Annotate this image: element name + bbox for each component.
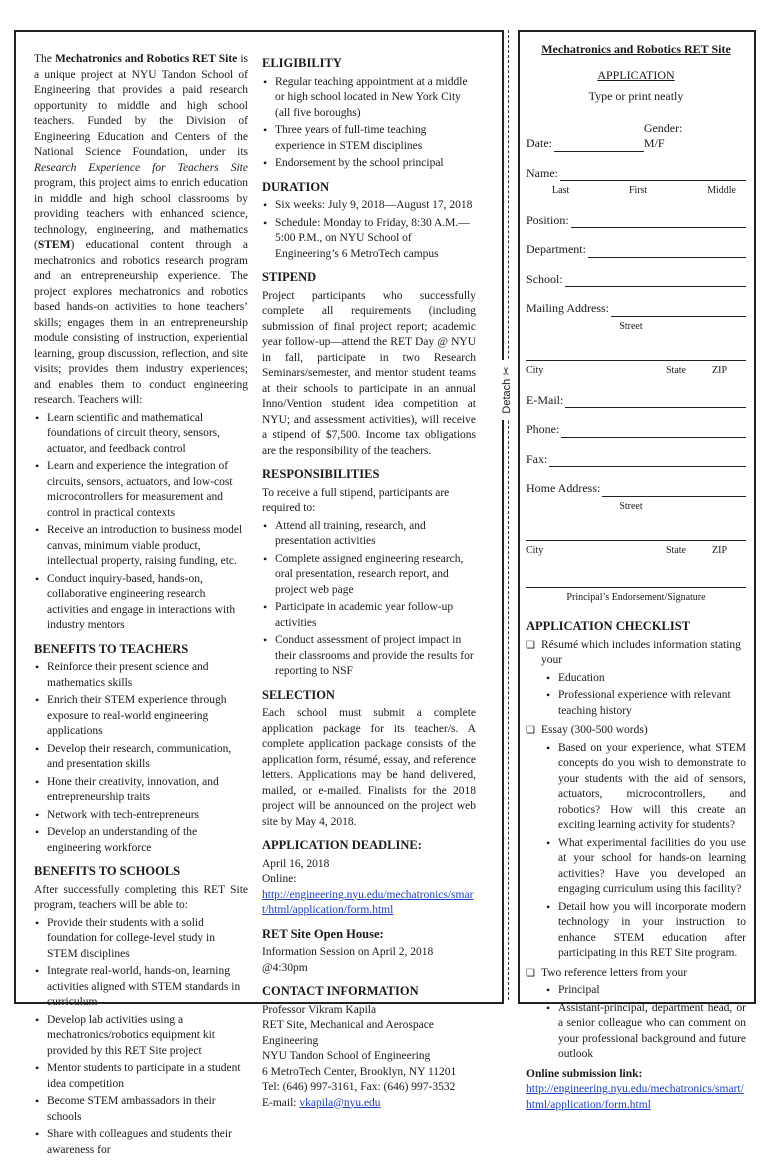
school-row xyxy=(526,272,746,288)
school-label: School: xyxy=(526,271,563,286)
fax-field[interactable] xyxy=(549,454,746,467)
program-name: Mechatronics and Robotics RET Site xyxy=(54,53,238,65)
date-label: Date: xyxy=(526,136,552,150)
gender-label: Gender: M/F xyxy=(643,120,683,150)
open-house-text: Information Session on April 2, 2018 @4:30pm xyxy=(262,946,434,974)
department-label: Department: xyxy=(526,242,586,256)
responsibilities-heading: RESPONSIBILITIES xyxy=(262,467,380,481)
list-item: • Develop an understanding of the engineering workforce xyxy=(44,825,248,856)
home-label: Home Address: xyxy=(526,481,601,495)
name-label: Name: xyxy=(526,165,558,180)
eligibility-list xyxy=(262,75,476,172)
name-row xyxy=(526,166,746,182)
responsibilities-intro: To receive a full stipend, participants are required to: xyxy=(262,486,450,514)
signature-caption: Principal’s Endorsement/Signature xyxy=(566,591,706,603)
stipend-text: Project participants who successfully complete all requirements (including submission of final project report; academic year follow-up—attend the RET Day @ NYU in fall, participate in two Research Seminars/semester, and mentor student teams at their schools to participate in an annual Inno/Vention student idea competition at NYU; and assessment activities), will receive a stipend of $7,500. Income tax obligations are the responsibility of the teachers. xyxy=(262,289,476,457)
letters-sublist xyxy=(541,983,746,1063)
list-item: • Six weeks: July 9, 2018—August 17, 2018 xyxy=(272,198,476,214)
checklist-essay-text: Essay (300-500 words) xyxy=(541,724,648,736)
mailing-csz-captions xyxy=(526,363,746,379)
list-item: • Conduct assessment of project impact in their classrooms and provide the results for reporting to NSF xyxy=(272,633,476,680)
list-item: • Professional experience with relevant teaching history xyxy=(555,688,746,719)
list-item: • Schedule: Monday to Friday, 8:30 A.M.—5:00 P.M., on NYU School of Engineering’s 6 MetroTech campus xyxy=(272,216,476,263)
list-item: • Hone their creativity, innovation, and entrepreneurship traits xyxy=(44,775,248,806)
list-item: • Enrich their STEM experience through exposure to real-world engineering applications xyxy=(44,693,248,740)
stipend-heading: STIPEND xyxy=(262,270,317,284)
mailing-row xyxy=(526,301,746,317)
list-item: • Develop lab activities using a mechatronics/robotics equipment kit provided by this RET Site project xyxy=(44,1013,248,1060)
contact-line: NYU Tandon School of Engineering xyxy=(262,1050,431,1062)
zip-caption: ZIP xyxy=(712,365,727,376)
checklist-letters-text: Two reference letters from your xyxy=(541,966,688,979)
mailing-label: Mailing Address: xyxy=(526,301,609,315)
list-item: • Principal xyxy=(555,983,746,999)
home-row xyxy=(526,481,746,497)
list-item: • Develop their research, communication, and presentation skills xyxy=(44,742,248,773)
department-field[interactable] xyxy=(588,245,746,258)
list-item: • Conduct inquiry-based, hands-on, collaborative engineering research activities and engage in interactions with industry mentors xyxy=(44,572,248,634)
intro-text: ) educational content through a mechatronics and robotics research program and an entrepreneurship experience. The project explores mechatronics and robotics based hands-on activities to hone teachers’ skills; engages them in an entrepreneurship module consisting of instruction, experiential learning, group discussion, reflection, and site visits; provides them industry experiences; and enables them to conduct engineering research. Teachers will: xyxy=(34,239,248,406)
home-csz-captions xyxy=(526,543,746,559)
contact-email-link[interactable]: vkapila@nyu.edu xyxy=(299,1096,381,1109)
position-field[interactable] xyxy=(571,215,746,228)
benefits-schools-intro: After successfully completing this RET Site program, teachers will be able to: xyxy=(34,883,248,911)
signature-field[interactable] xyxy=(526,575,746,588)
caption-last: Last xyxy=(552,185,570,196)
form-instruction: Type or print neatly xyxy=(588,89,684,103)
email-label: E-Mail: xyxy=(526,392,564,407)
name-field[interactable] xyxy=(560,168,746,181)
contact-email-line xyxy=(262,1096,476,1112)
checklist xyxy=(526,638,746,1063)
list-item: • Provide their students with a solid foundation for college-level study in STEM disciplines xyxy=(44,916,248,963)
duration-heading: DURATION xyxy=(262,179,330,194)
checklist-letters xyxy=(538,966,746,1063)
ret-program-name: Research Experience for Teachers Site xyxy=(34,161,248,174)
benefits-schools-heading: BENEFITS TO SCHOOLS xyxy=(34,864,181,878)
contact-line: 6 MetroTech Center, Brooklyn, NY 11201 xyxy=(262,1065,457,1078)
intro-text: is a unique project at NYU Tandon School of Engineering that provides a paid research opportunity to middle and high school teachers. Funded by the Division of Engineering Education and Centers of the National Science Foundation, under its xyxy=(34,53,248,158)
intro-text: program, this project aims to enrich education in middle and high school classrooms by providing teachers with enhanced science, technology, engineering, and mathematics ( xyxy=(34,177,248,251)
checklist-resume xyxy=(538,638,746,720)
contact-heading: CONTACT INFORMATION xyxy=(262,984,419,998)
list-item: • Complete assigned engineering research, oral presentation, research report, and project web page xyxy=(272,552,476,599)
position-row xyxy=(526,213,746,229)
open-house-heading: RET Site Open House: xyxy=(262,926,384,941)
list-item: • Become STEM ambassadors in their schools xyxy=(44,1094,248,1125)
zip-caption: ZIP xyxy=(712,545,727,556)
responsibilities-list xyxy=(262,519,476,680)
email-field[interactable] xyxy=(565,395,746,408)
form-title: Mechatronics and Robotics RET Site xyxy=(541,42,731,56)
date-field[interactable] xyxy=(554,139,644,152)
list-item: • Learn and experience the integration of circuits, sensors, actuators, and low-cost microcontrollers for measurement and control in practical contexts xyxy=(44,459,248,521)
stem-acronym: STEM xyxy=(37,239,71,251)
date-gender-row xyxy=(526,121,746,152)
list-item: • Three years of full-time teaching experience in STEM disciplines xyxy=(272,123,476,154)
department-row xyxy=(526,242,746,258)
online-submission-link[interactable]: http://engineering.nyu.edu/mechatronics/smart/html/application/form.html xyxy=(526,1083,744,1111)
checklist-heading: APPLICATION CHECKLIST xyxy=(526,619,691,633)
checklist-resume-text: Résumé which includes information stating your xyxy=(541,638,741,666)
list-item: • Mentor students to participate in a student idea competition xyxy=(44,1061,248,1092)
eligibility-heading: ELIGIBILITY xyxy=(262,56,342,70)
home-city-field[interactable] xyxy=(526,528,746,541)
state-caption: State xyxy=(666,545,686,556)
caption-middle: Middle xyxy=(707,185,736,196)
email-row xyxy=(526,393,746,409)
school-field[interactable] xyxy=(565,274,746,287)
intro-text: The xyxy=(34,53,55,65)
city-caption: City xyxy=(526,365,544,376)
deadline-heading: APPLICATION DEADLINE: xyxy=(262,838,422,852)
selection-heading: SELECTION xyxy=(262,687,335,702)
list-item: • Regular teaching appointment at a middle or high school located in New York City (all five boroughs) xyxy=(272,75,476,122)
list-item: • Participate in academic year follow-up activities xyxy=(272,600,476,631)
form-subtitle xyxy=(526,68,746,84)
detach-label: Detach ✂ xyxy=(500,360,513,420)
list-item: • Education xyxy=(555,671,746,687)
list-item: • Reinforce their present science and mathematics skills xyxy=(44,660,248,691)
state-caption: State xyxy=(666,365,686,376)
home-field[interactable] xyxy=(602,484,746,497)
duration-list xyxy=(262,198,476,262)
city-caption: City xyxy=(526,545,544,556)
column-intro xyxy=(34,52,248,1162)
caption-first: First xyxy=(628,185,648,196)
contact-line: RET Site, Mechanical and Aerospace Engineering xyxy=(262,1019,434,1047)
list-item: • What experimental facilities do you use at your school for hands-on learning activities? Have you developed an engaging curriculum using this facility? xyxy=(555,836,746,898)
email-label: E-mail: xyxy=(262,1096,300,1109)
list-item: • Attend all training, research, and presentation activities xyxy=(272,519,476,550)
position-label: Position: xyxy=(526,212,569,227)
phone-field[interactable] xyxy=(561,425,746,438)
list-item: • Based on your experience, what STEM concepts do you wish to demonstrate to your students with the aid of sensors, actuators, microcontrollers, and robotics? How will this create an exciting learning activity for students? xyxy=(555,741,746,834)
column-details xyxy=(262,52,476,1111)
mailing-field[interactable] xyxy=(611,304,746,317)
list-item: • Network with tech-entrepreneurs xyxy=(44,808,248,824)
contact-line: Professor Vikram Kapila xyxy=(262,1003,377,1016)
essay-sublist xyxy=(541,741,746,962)
list-item: • Receive an introduction to business model canvas, minimum viable product, intellectual property, raising funding, etc. xyxy=(44,523,248,570)
mailing-city-field[interactable] xyxy=(526,348,746,361)
intro-paragraph xyxy=(34,52,248,409)
name-captions xyxy=(526,181,746,199)
list-item: • Assistant-principal, department head, or a senior colleague who can comment on your professional background and future outlook xyxy=(555,1001,746,1063)
teacher-activities-list xyxy=(34,411,248,634)
list-item: • Detail how you will incorporate modern technology in your instruction to enhance STEM education after participating in this RET Site program. xyxy=(555,900,746,962)
phone-row xyxy=(526,422,746,438)
list-item: • Endorsement by the school principal xyxy=(272,156,476,172)
contact-line: Tel: (646) 997-3161, Fax: (646) 997-3532 xyxy=(262,1081,456,1093)
application-form-link[interactable]: http://engineering.nyu.edu/mechatronics/smart/html/application/form.html xyxy=(262,888,474,916)
street-caption: Street xyxy=(619,320,643,332)
online-submission-label: Online submission link: xyxy=(526,1067,643,1080)
benefits-teachers-list xyxy=(34,660,248,856)
deadline-online-label: Online: xyxy=(262,873,297,885)
phone-label: Phone: xyxy=(526,422,560,436)
selection-text: Each school must submit a complete application package for its teacher/s. A complete application package consists of the application form, résumé, essay, and reference letters. Applications may be hand delivered, mailed, or e-mailed. Finalists for the 2018 project will be announced on the project web site by May 4, 2018. xyxy=(262,707,476,828)
fax-row xyxy=(526,452,746,468)
resume-sublist xyxy=(541,671,746,720)
benefits-schools-list xyxy=(34,916,248,1159)
application-form xyxy=(526,42,746,1113)
fax-label: Fax: xyxy=(526,451,548,466)
list-item: • Learn scientific and mathematical foundations of circuit theory, sensors, actuator, and feedback control xyxy=(44,411,248,458)
home-street-caption: Street xyxy=(619,500,643,512)
deadline-date: April 16, 2018 xyxy=(262,857,330,870)
benefits-teachers-heading: BENEFITS TO TEACHERS xyxy=(34,641,189,656)
list-item: • Share with colleagues and students their awareness for xyxy=(44,1127,248,1158)
checklist-essay xyxy=(538,723,746,962)
list-item: • Integrate real-world, hands-on, learning activities aligned with STEM standards in curriculum xyxy=(44,964,248,1011)
detach-cut-line xyxy=(508,30,509,1000)
form-subtitle-text: APPLICATION xyxy=(597,67,675,82)
